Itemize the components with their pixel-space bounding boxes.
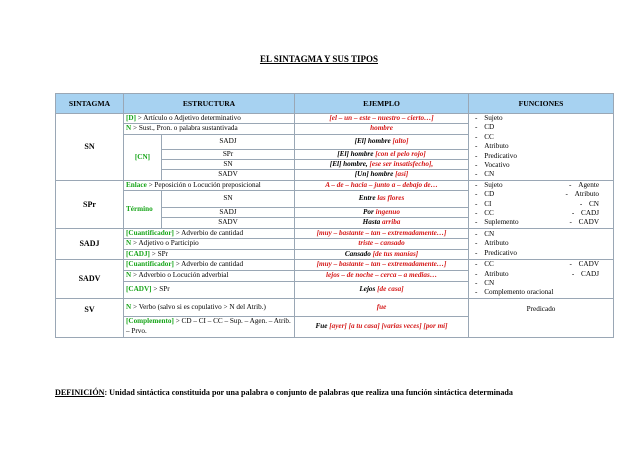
structure-termino: Término [124,191,162,229]
table-row [56,114,614,124]
sub-label: SN [162,160,295,170]
example-cell: Cansado [de tus manías] [295,249,469,259]
header-sintagma: SINTAGMA [56,94,124,114]
structure-cell: [Complemento] > CD – CI – CC – Sup. – Agen. – Atrib. – Prvo. [124,316,295,337]
definition-label: DEFINICIÓN [55,388,105,397]
example-cell: A – de – hacia – junto a – debajo de… [295,180,469,190]
definition [55,388,513,397]
sub-label: SADJ [162,134,295,149]
structure-cell: [CADV] > SPr [124,281,295,298]
example-cell: [el – un – este – nuestro – cierto…] [295,114,469,124]
sub-label: SADJ [162,208,295,218]
table-row [56,228,614,238]
example-cell: hombre [295,124,469,134]
funciones-sn: - Sujeto - CD - CC - Atributo - Predicativo - Vocativo - CN [469,114,614,181]
example-cell: Hasta arriba [295,218,469,228]
example-cell: [Un] hombre [así] [295,170,469,180]
example-cell: Lejos [de casa] [295,281,469,298]
example-cell: [El] hombre [alto] [295,134,469,149]
document-title: EL SINTAGMA Y SUS TIPOS [259,54,379,64]
structure-cell: [Cuantificador] > Adverbio de cantidad [124,228,295,238]
sub-label: SN [162,191,295,208]
example-cell: lejos – de noche – cerca – a medias… [295,270,469,281]
structure-cell: N > Verbo (salvo si es copulativo > N del Atrib.) [124,298,295,316]
sintagma-sn: SN [56,114,124,181]
sub-label: SPr [162,149,295,159]
table-row [56,298,614,316]
table-header-row [56,94,614,114]
table-row [56,260,614,271]
structure-cell: Enlace > Peposición o Locución preposicional [124,180,295,190]
definition-text: : Unidad sintáctica constituida por una palabra o conjunto de palabras que realiza una función sintáctica determinada [104,388,513,397]
example-cell: [muy – bastante – tan – extremadamente…] [295,228,469,238]
example-cell: Por ingenuo [295,208,469,218]
header-estructura: ESTRUCTURA [124,94,295,114]
sub-label: SADV [162,218,295,228]
structure-cell: [D] > Artículo o Adjetivo determinativo [124,114,295,124]
example-cell: Entre las flores [295,191,469,208]
example-cell: Fue [ayer] [a tu casa] [varias veces] [por mí] [295,316,469,337]
table-row [56,180,614,190]
sintagma-sv: SV [56,298,124,337]
funciones-sv: Predicado [469,298,614,337]
funciones-sadv: - CC - CADV - Atributo - CADJ - CN - Complemento oracional [469,260,614,299]
structure-cell: [CADJ] > SPr [124,249,295,259]
example-cell: fue [295,298,469,316]
sintagma-sadv: SADV [56,260,124,299]
structure-cell: N > Adjetivo o Participio [124,239,295,249]
structure-cn: [CN] [124,134,162,180]
funciones-sadj: - CN - Atributo - Predicativo [469,228,614,259]
example-cell: triste – cansado [295,239,469,249]
sub-label: SADV [162,170,295,180]
sintagma-sadj: SADJ [56,228,124,259]
sintagma-spr: SPr [56,180,124,228]
structure-cell: N > Sust., Pron. o palabra sustantivada [124,124,295,134]
example-cell: [El] hombre [con el pelo rojo] [295,149,469,159]
example-cell: [muy – bastante – tan – extremadamente…] [295,260,469,271]
header-ejemplo: EJEMPLO [295,94,469,114]
header-funciones: FUNCIONES [469,94,614,114]
syntagma-table [55,93,614,338]
structure-cell: [Cuantificador] > Adverbio de cantidad [124,260,295,271]
structure-cell: N > Adverbio o Locución adverbial [124,270,295,281]
funciones-spr: - Sujeto - Agente - CD - Atributo - CI - CN - CC - CADJ - Suplemento - CADV [469,180,614,228]
example-cell: [El] hombre, [ese ser insatisfecho], [295,160,469,170]
